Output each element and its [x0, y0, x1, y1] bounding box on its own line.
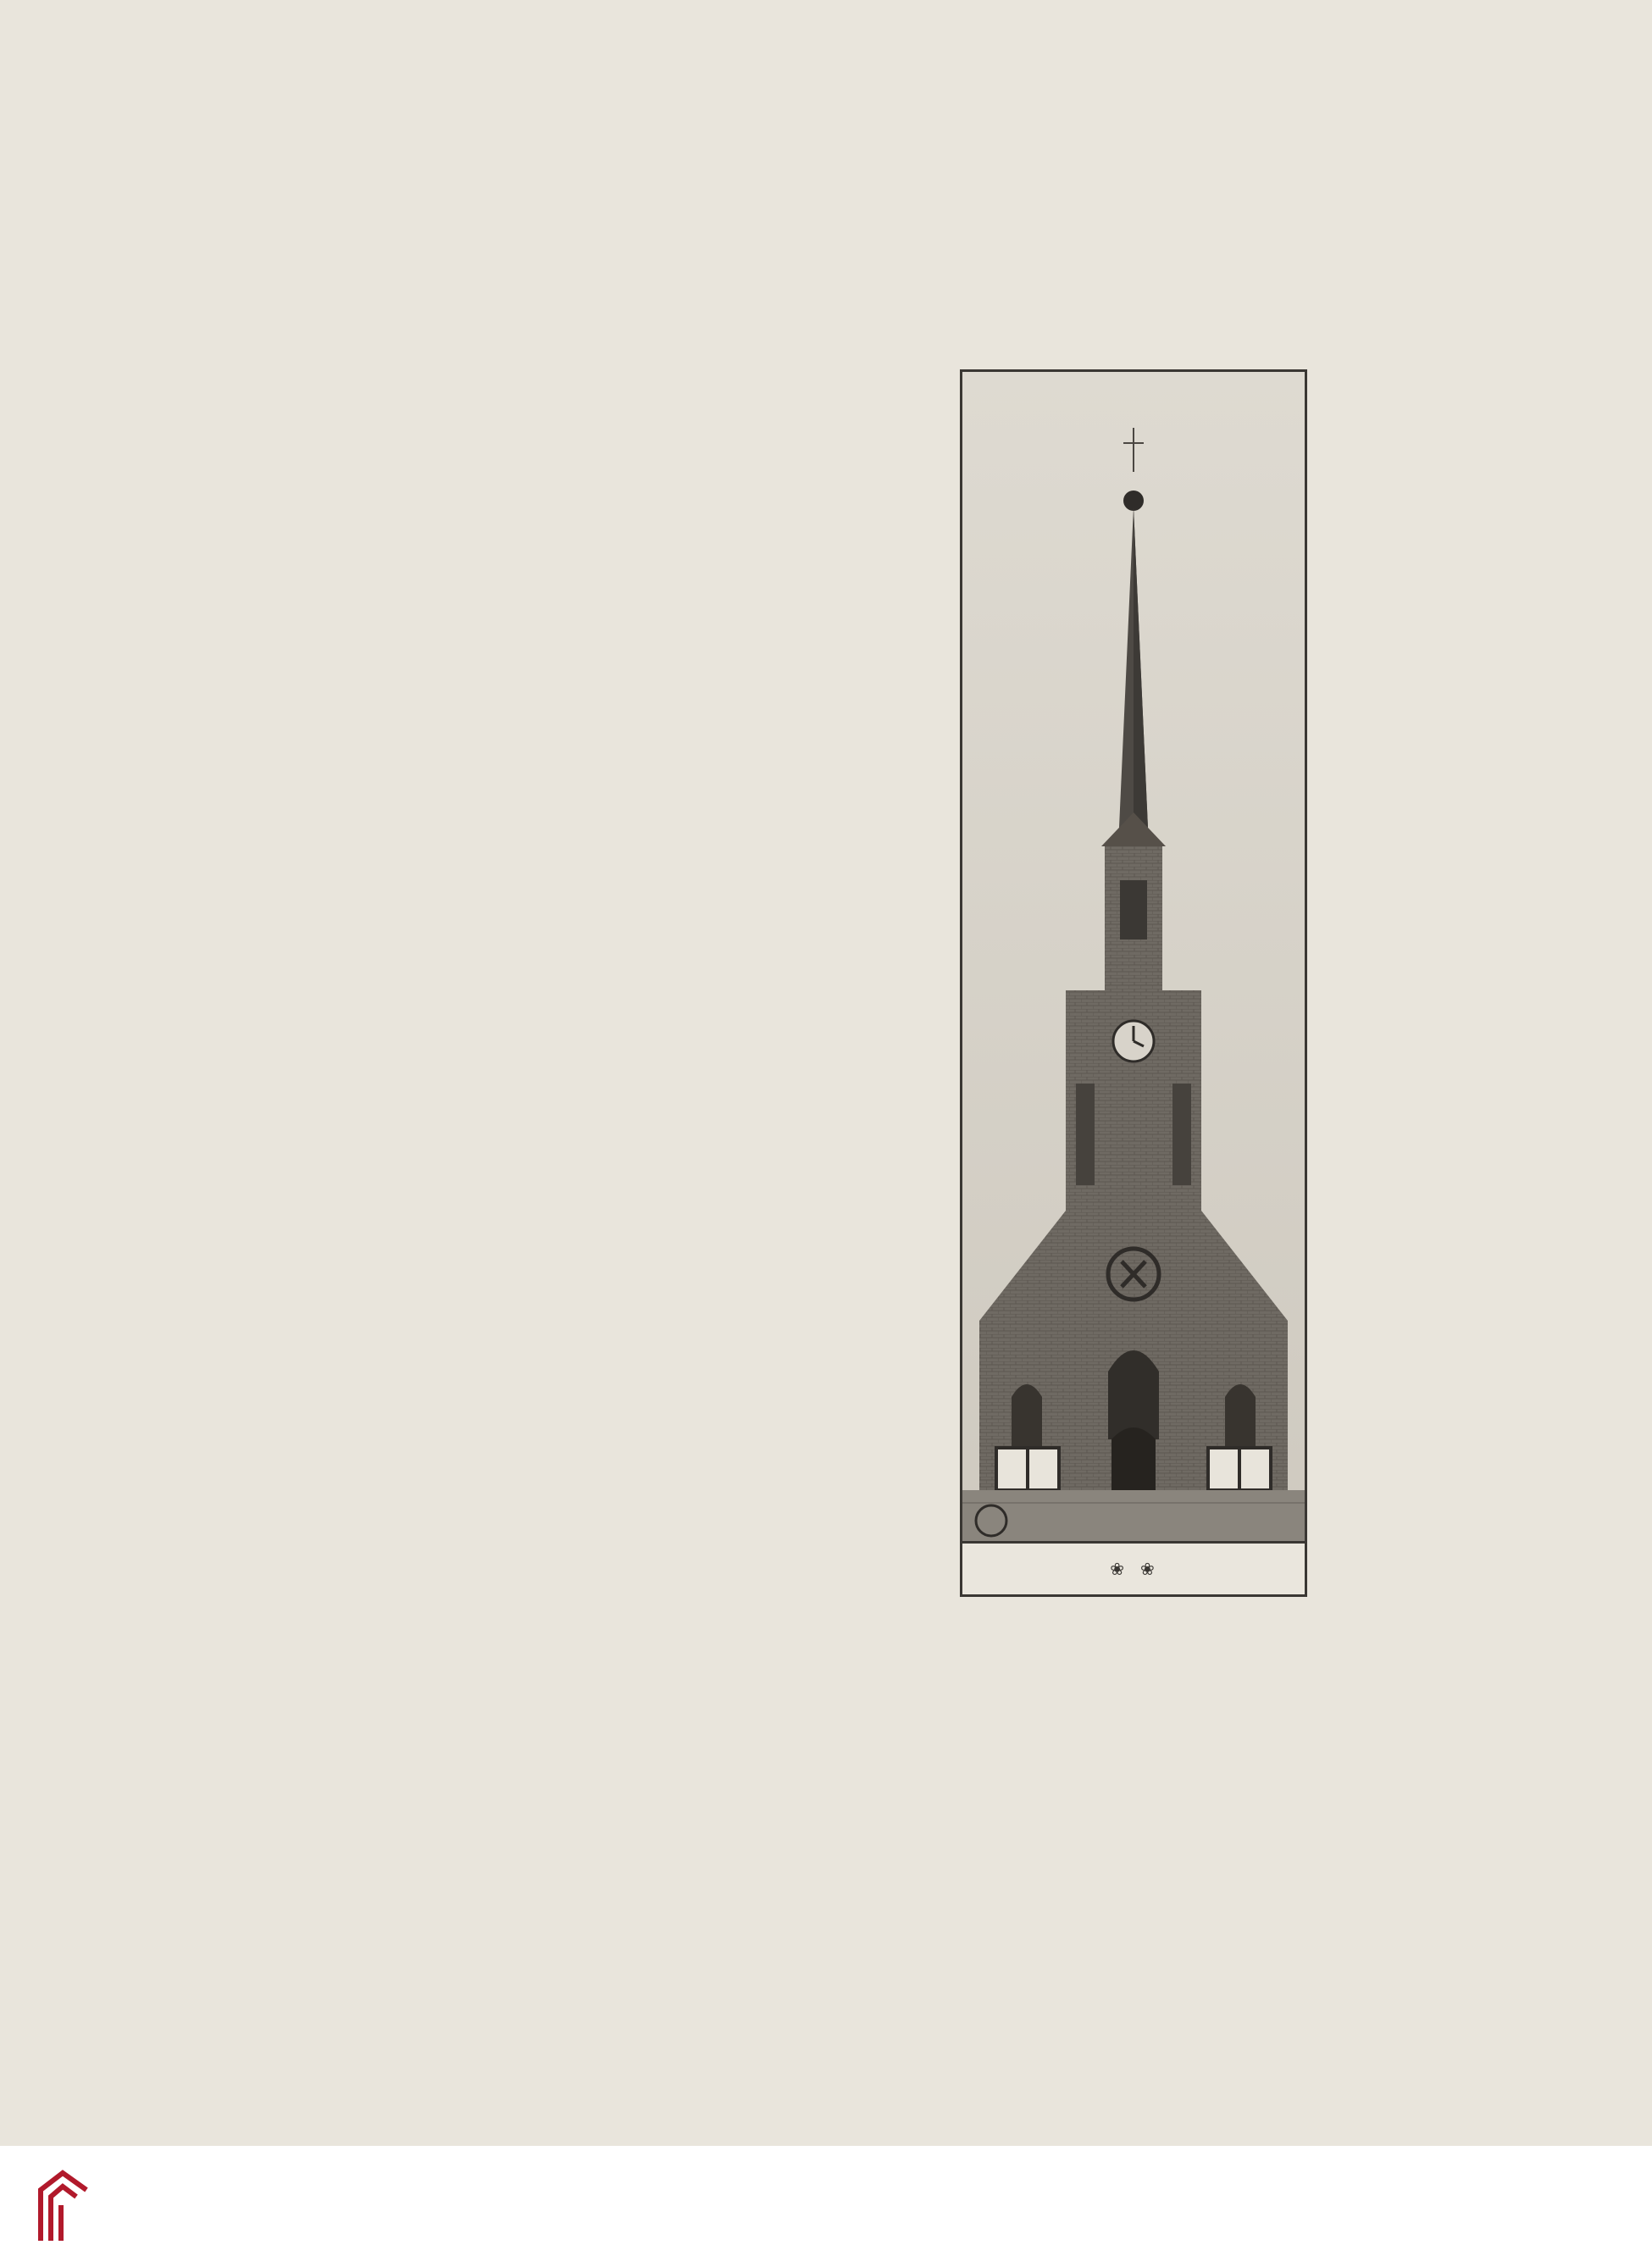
church-tower-illustration	[962, 372, 1305, 1541]
caption-ornament-right-icon: ❀	[1140, 1559, 1157, 1579]
caption-ornament-left-icon: ❀	[1110, 1559, 1127, 1579]
church-plate	[960, 369, 1307, 1597]
university-library-logo-icon	[34, 2166, 93, 2242]
plate-caption	[962, 1541, 1305, 1594]
digitization-footer	[0, 2146, 1652, 2267]
